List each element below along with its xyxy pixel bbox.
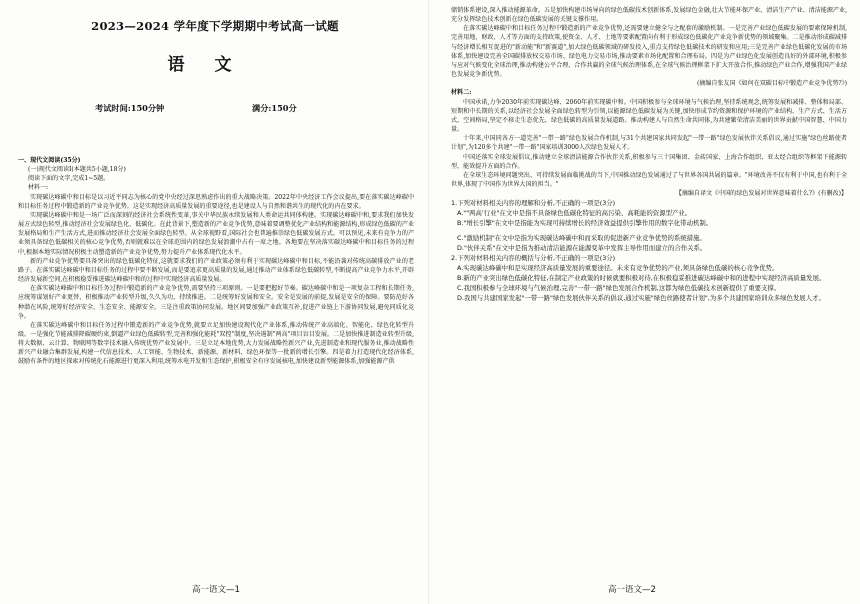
subsection-heading: (一)现代文阅读Ⅰ(本题共5小题,18分) — [28, 166, 126, 174]
paragraph: 新的产业竞争优势要具备突出的绿色低碳化特征,这就要求我们的产业政策必须有利于实现碳达峰碳中和目标,不能沿袭对传统高碳排放产业的老路子。在落实碳达峰碳中和目标任务的过程中要不断发展,而是要追求更高质量的发展,通过推动产业体系绿色低碳转型,不断提高产业竞争力水平,开辟经济发展新空间,在积极稳妥推进碳达峰碳中和的过程中实现经济高质量发展。 — [18, 257, 414, 284]
questions — [451, 198, 847, 303]
paragraph: 储销体系建设,深入推动能源革命。五是加快构建市场导向的绿色低碳技术创新体系,发展绿色金融,壮大节能环保产业、清洁生产产业、清洁能源产业,充分发挥绿色技术创新在绿色低碳发展的关键支撑作用。 — [451, 7, 847, 24]
exam-score: 满分:150分 — [252, 103, 297, 113]
left-body — [18, 156, 414, 367]
paragraph: 中国还落实全球发展倡议,推动建立全球清洁能源合作伙伴关系,积极参与三十国集团、金砖国家、上海合作组织、亚太经合组织等框架下能源转型、能效提升方面的合作。 — [451, 153, 847, 170]
question-option: A.""两高'行业"在文中是指不具备绿色低碳化特征的高污染、高耗能的资源型产业。 — [457, 209, 692, 218]
exam-time: 考试时间:150分钟 — [95, 103, 165, 113]
material1-label: 材料一: — [28, 184, 49, 192]
paragraph: 在全球生态环境问题突出、可持续发展面临挑战的当下,中国推动绿色发展通过了与世界各国共展的篇章。"环境改善不仅有利于中国,也有利于全世界,体现了中国作为世界大国的担当。" — [451, 171, 847, 188]
paragraph: 实现碳达峰碳中和是一场广泛而深刻的经济社会系统性变革,事关中华民族永续发展和人类命运共同体构建。实现碳达峰碳中和,要求我们加快发展方式绿色转型,推动经济社会发展绿色化、低碳化。在此背景下,塑造新的产业竞争优势,意味着要调整优化产业结构和能源结构,形成绿色低碳的产业发展格局和生产生活方式,进而推动经济社会发展全面绿色转型。从全球视野看,国际社会也普遍推崇绿色低碳发展方式。可以预见,未来有竞争力的产业须具备绿色低碳相关的核心竞争优势,否则就难以在全球范围内的绿色发展浪潮中占有一席之地。各地要在坚决落实碳达峰碳中和目标任务的过程中,根据本地实际情况积极主动塑造新的产业竞争优势,努力提升产业体系现代化水平。 — [18, 211, 414, 256]
section-heading: 一、现代文阅读(35分) — [18, 157, 81, 164]
question-option: B.新的产业突出绿色低碳化特征,在制定产业政策的时候就要积极对待,在积极稳妥推进碳达峰碳中和的进程中实现经济高质量发展。 — [457, 274, 826, 283]
question-option: D."伙伴关系"在文中是指为推动清洁能源在能源变革中发挥主导作用而建立的合作关系。 — [457, 244, 707, 253]
page-footer-right: 高一语文—2 — [608, 585, 656, 595]
question-2: 2.下列对材料相关内容的概括与分析,不正确的一项是(3分) — [451, 254, 616, 263]
paragraph: 在落实碳达峰碳中和目标任务过程中锻造新的产业竞争优势,还需要建立健全与之配套的激励机制。一是完善产业绿色低碳发展的要素保障机制,完善用地、财政、人才等方面的支持政策,使资金、人才、土地等要素配置向有利于形成绿色低碳化产业竞争新优势的领域聚集。二是推动形成碳减排与经济增长相互促进的"新动能"和"新赛道",加大绿色低碳领域的研发投入,重点支持绿色低碳技术的研发和应用;三是完善产业绿色低碳化发展的市场体系,加快建设完善全国碳排放权交易市场、绿色电力交易市场,推动要素市场化配置和合理布局。四是为产业绿色化发展创造良好的外部环境,积极参与应对气候变化全球治理,推动构建公平合理、合作共赢的全球气候治理体系,在全球气候治理框架下扩大开放合作,推动绿色产业合作,增强我国产业绿色发展竞争新优势。 — [451, 25, 847, 79]
instruction: 阅读下面的文字,完成1~5题。 — [28, 175, 110, 183]
source-citation: 【摘编自译文《中国的绿色发展对世界意味着什么?》(有删改)】 — [675, 190, 847, 198]
right-body — [451, 6, 847, 303]
question-option: B."增长引擎"在文中是指能为实现可持续增长的经济效益提供引擎作用的数字化带动机制。 — [457, 219, 713, 228]
paragraph: 在落实碳达峰碳中和目标任务过程中锻造新的产业竞争优势,就要立足加快建设现代化产业体系,推动传统产业高端化、智能化、绿色化转型升级。一是强化节能减排降碳硬约束,倒逼产业绿色低碳转型,完善和强化能耗"双控"制度,坚决遏制"两高"项目盲目发展。二是加快推进制造业转型升级,将大数据、云计算、物联网等数字技术融入传统优势产业发展中。三是立足本地优势,大力发展战略性新兴产业,先进制造业和现代服务业,推动战略性新兴产业融合集群发展,构建一代信息技术、人工智能、生物技术、新能源、新材料、绿色环保等一批新的增长引擎。四是着力打造现代化经济体系,鼓励有条件的地区探索对传统化石能源进行更深入利用,统筹水电开发和生态保护,积极安全有序发展核电,加快建设新型能源体系,加强能源产供 — [18, 321, 414, 366]
page-footer-left: 高一语文—1 — [192, 585, 240, 595]
question-option: D.我国与共建国家发起"一带一路"绿色发展伙伴关系的倡议,通过实施"绿色丝路使者计划",为多个共建国家培训众多绿色发展人才。 — [457, 294, 825, 303]
question-option: C."激励机制"在文中是指为实现碳达峰碳中和而采取的促进新产业竞争优势的系统措施。 — [457, 234, 706, 243]
right-page — [445, 0, 850, 604]
paragraph: 实现碳达峰碳中和目标是以习近平同志为核心的党中央经过深思熟虑作出的重大战略决策。2022年中央经济工作会议提出,要在落实碳达峰碳中和目标任务过程中锻造新的产业竞争优势。这是实现经济高质量发展的重要途径,也是建设人与自然和谐共生的现代化的内在要求。 — [18, 193, 414, 210]
paragraph: 在落实碳达峰碳中和目标任务过程中锻造新的产业竞争优势,需要坚持三项原则。一是要把握好节奏。碳达峰碳中和是一项复杂工程和长期任务,应统筹谋划好产业更替、积极推动产业转型升级,久久为功、持续推进。二是统筹好发展和安全。安全是发展的前提,发展是安全的保障。要防范好各种潜在风险,统筹好经济安全、生态安全、能源安全。三是注重政策协同发展。地区间要加强产业政策互补,促进产业链上下游协同发展,避免同质化竞争。 — [18, 285, 414, 320]
question-option: A.实现碳达峰碳中和是实现经济高质量发展的重要途径。未来有竞争优势的产业,须具备绿色低碳的核心竞争优势。 — [457, 264, 779, 273]
source-citation: (摘编自张友国《如何在双碳目标中锻造产业竞争优势?》) — [696, 80, 847, 88]
left-page — [12, 0, 417, 604]
question-1: 1.下列对材料相关内容的理解和分析,不正确的一项是(3分) — [451, 199, 616, 208]
paragraph: 十年来,中国同各方一道完善"一带一路"绿色发展合作机制,与31个共建国家共同发起"一带一路"绿色发展伙伴关系倡议,通过实施"绿色丝路使者计划",为120多个共建"一带一路"国家培训3000人次绿色发展人才。 — [451, 135, 847, 152]
subject-title: 语文 — [167, 55, 262, 75]
paragraph: 中国承诺,力争2030年前实现碳达峰、2060年前实现碳中和。中国积极参与全球环境与气候治理,坚持系统观念,统筹发展和减排、整体和局部、短期和中长期的关系,以经济社会发展全面绿色转型为引领,以能源绿色低碳发展为关键,加快形成节约资源和保护环境的产业结构、生产方式、生活方式、空间格局,坚定不移走生态优先、绿色低碳的高质量发展道路。推动构建人与自然生命共同体,为共建繁荣清洁美丽的世界贡献中国智慧、中国力量。 — [451, 98, 847, 134]
material2-label: 材料二: — [451, 89, 472, 97]
question-option: C.我国积极参与全球环境与气候治理,完善"一带一路"绿色发展合作机制,这都为绿色低碳技术创新提供了重要支撑。 — [457, 284, 781, 293]
page-divider — [428, 0, 429, 604]
exam-title: 2023—2024 学年度下学期期中考试高一试题 — [91, 19, 339, 33]
